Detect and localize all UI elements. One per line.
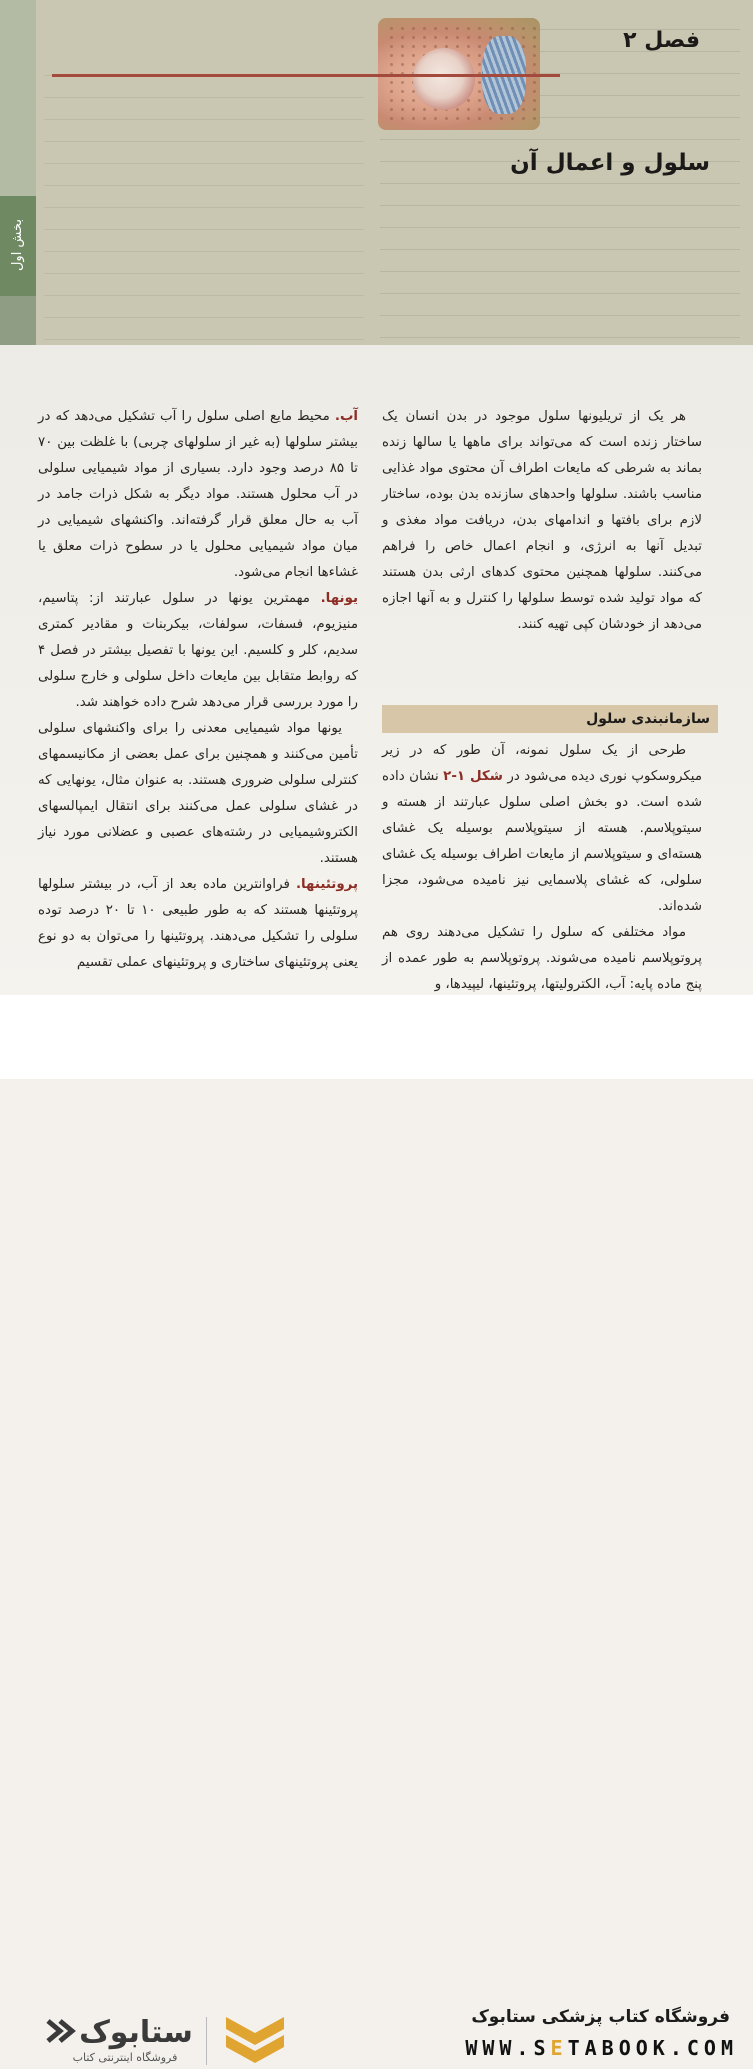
ions-paragraph bbox=[38, 586, 358, 716]
intro-column bbox=[382, 404, 702, 638]
intro-paragraph: هر یک از تریلیونها سلول موجود در بدن انسان یک ساختار زنده است که می‌تواند برای ماهها یا سالها زنده بماند به شرطی که مایعات اطراف آن محتوی مواد غذایی مناسب باشند. سلولها واحدهای سازنده بدن بوده، ساختار لازم برای بافتها و اندامهای بدن، دریافت مواد مغذی و تبدیل آنها به انرژی، و انجام اعمال خاص را فراهم می‌کنند. سلولها همچنین محتوی کدهای ارثی بدن هستند که مواد تولید شده توسط سلولها را کنترل و به آنها اجازه می‌دهد از خودشان کپی تهیه کنند. bbox=[382, 409, 702, 632]
logo-subtitle: فروشگاه اینترنتی کتاب bbox=[72, 2051, 178, 2064]
nucleus-shape bbox=[413, 48, 475, 110]
bleed-through-text-left bbox=[44, 70, 364, 340]
water-paragraph bbox=[38, 404, 358, 586]
section-paragraph-2: مواد مختلفی که سلول را تشکیل می‌دهند روی هم پروتوپلاسم نامیده می‌شوند. پروتوپلاسم به طور عمده از پنج ماده پایه: آب، الکترولیتها، پروتئینها، لیپیدها، و bbox=[382, 925, 702, 992]
ions-text: مهمترین یونها در سلول عبارتند از: پتاسیم، منیزیوم، فسفات، سولفات، بیکربنات و مقادیر کمتری سدیم، کلر و کلسیم. این یونها با تفصیل بیشتر در فصل ۴ که روابط متقابل بین مایعات داخل سلولی و خارج سلولی را مورد بررسی قرار می‌دهد شرح داده خواهند شد. bbox=[38, 591, 358, 710]
chapter-number: فصل ۲ bbox=[623, 28, 700, 53]
setabook-wordmark-logo bbox=[40, 2011, 210, 2051]
section-paragraph-1 bbox=[382, 738, 702, 920]
proteins-text: فراوانترین ماده بعد از آب، در بیشتر سلولها پروتئینها هستند که به طور طبیعی ۱۰ تا ۲۰ درصد توده سلولی را تشکیل می‌دهند. پروتئینها را می‌توان به دو نوع یعنی پروتئینهای ساختاری و پروتئینهای عملی تقسیم bbox=[38, 877, 359, 970]
url-accent-letter: E bbox=[550, 2036, 568, 2060]
title-rule bbox=[52, 74, 560, 77]
section-body bbox=[382, 738, 702, 995]
setabook-chevron-logo-icon bbox=[222, 2011, 288, 2069]
proteins-paragraph bbox=[38, 872, 358, 976]
water-text: محیط مایع اصلی سلول را آب تشکیل می‌دهد که در بیشتر سلولها (به غیر از سلولهای چربی) با غلظت بین ۷۰ تا ۸۵ درصد وجود دارد. بسیاری از مواد شیمیایی سلولی در آب محلول هستند. مواد دیگر به شکل ذرات جامد در آب به حال معلق قرار گرفته‌اند. واکنشهای شیمیایی در میان مواد شیمیایی محلول یا در سطوح ذرات معلق یا غشاءها انجام می‌شود. bbox=[38, 409, 358, 580]
section-text-after: نشان داده شده است. دو بخش اصلی سلول عبارتند از هسته و سیتوپلاسم. هسته از سیتوپلاسم بوسیله یک غشای هسته‌ای و سیتوپلاسم از مایعات اطراف بوسیله یک غشای سلولی، که غشای پلاسمایی نیز نامیده می‌شود، مجزا شده‌اند. bbox=[382, 769, 702, 914]
left-column bbox=[38, 404, 358, 976]
water-keyword: آب. bbox=[334, 409, 358, 424]
section-heading: سازمانبندی سلول bbox=[382, 705, 718, 733]
proteins-keyword: پروتئینها. bbox=[295, 877, 358, 892]
figure-reference: شکل ۱-۲ bbox=[443, 769, 503, 784]
url-part-1: WWW.S bbox=[465, 2036, 551, 2060]
part-label: بخش اول bbox=[10, 218, 25, 272]
side-strip-light bbox=[0, 0, 36, 200]
ions-paragraph-2: یونها مواد شیمیایی معدنی را برای واکنشهای سلولی تأمین می‌کنند و همچنین برای عمل بعضی از مکانیسمهای کنترلی سلولی ضروری هستند. به عنوان مثال، یونهایی که در غشای سلولی عمل می‌کنند برای انتقال ایمپالسهای الکتروشیمیایی در رشته‌های عصبی و عضلانی مورد نیاز هستند. bbox=[38, 721, 358, 866]
logo-wordmark-text: ستابوک bbox=[79, 2015, 193, 2050]
chapter-title: سلول و اعمال آن bbox=[510, 150, 710, 176]
book-page bbox=[0, 0, 753, 995]
section-text-before: طرحی از یک سلول نمونه، آن طور که در زیر میکروسکوپ نوری دیده می‌شود در bbox=[382, 743, 702, 784]
shop-url[interactable] bbox=[388, 2036, 738, 2060]
ions-keyword: یونها. bbox=[320, 591, 358, 606]
url-part-2: TABOOK.COM bbox=[567, 2036, 738, 2060]
watermark-footer bbox=[0, 995, 753, 2064]
shop-name: فروشگاه کتاب پزشکی ستابوک bbox=[471, 2007, 730, 2027]
